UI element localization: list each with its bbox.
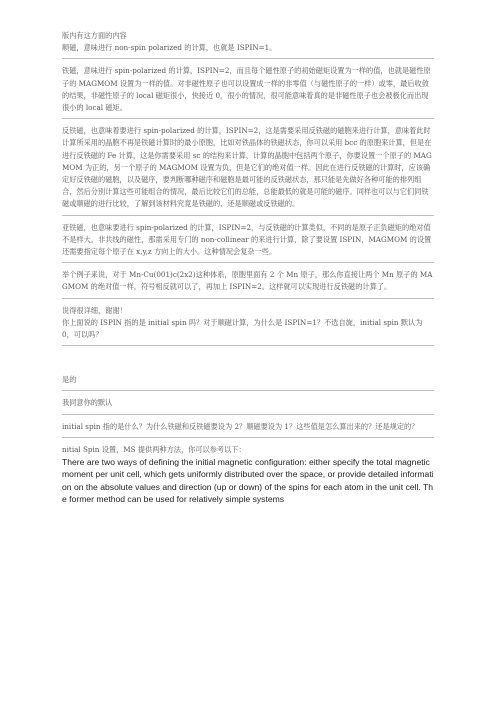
paragraph-agree: 我同意你的默认: [62, 398, 113, 408]
divider: [62, 390, 434, 391]
paragraph-paramagnetic: 顺磁，意味进行 non-spin polarized 的计算，也就是 ISPIN=1。: [62, 43, 277, 53]
divider: [62, 262, 434, 263]
divider: [62, 118, 434, 119]
document-body: [62, 30, 434, 506]
paragraph-question-ispin: 你上面说的 ISPIN 指的是 initial spin 吗？对于顺磁计算，为什么是 ISPIN=1？不选自旋，initial spin 默认为 0，可以吗？: [62, 317, 423, 340]
paragraph-thanks: 说得很详细，谢谢！: [62, 305, 127, 315]
divider: [62, 414, 434, 415]
paragraph-ms-methods: nitial Spin 设置，MS 提供两种方法，你可以参考以下：: [62, 444, 246, 454]
paragraph-intro: 版内有这方面的内容: [62, 31, 127, 40]
paragraph-english-quote: There are two ways of defining the initial magnetic configuration: either specify the total magnetic moment per unit cell, which gets uniformly distributed over the space, or provide detailed information on the absolute values and direction (up or down) of the spins for each atom in the unit cell. The former method can be used for relatively simple systems: [62, 457, 434, 505]
paragraph-question-initial-spin: initial spin 指的是什么？为什么铁磁和反铁磁要设为 2？顺磁要设为 1？这些值是怎么算出来的？还是规定的？: [62, 421, 419, 431]
paragraph-ferromagnetic: 铁磁，意味进行 spin-polarized 的计算，ISPIN=2，而且每个磁性原子的初始磁矩设置为一样的值，也就是磁性原子的 MAGMOM 设置为一样的值。对非磁性原子也可以设置成一样的非零值（与磁性原子的一样）或零，最后收敛的结果，非磁性原子的 local 磁矩很小，快接近 0，很小的情况，很可能意味着真的是非磁性原子也会被极化而出现很小的 local 磁矩。: [62, 66, 431, 113]
paragraph-ferrimagnetic: 亚铁磁，也意味要进行 spin-polarized 的计算，ISPIN=2，与反铁磁的计算类似，不同的是原子正负磁矩的绝对值不是样大。非共线的磁性，那需采用专门的 non-collinear 的来进行计算，除了要设置 ISPIN，MAGMOM 的设置还需要指定每个原子在 x,y,z 方向上的大小。这种情况会复杂一些。: [62, 222, 432, 257]
divider: [62, 58, 434, 59]
paragraph-answer-yes: 是的: [62, 375, 77, 385]
divider: [62, 215, 434, 216]
divider: [62, 437, 434, 438]
paragraph-example: 举个例子来说，对于 Mn-Cu(001)c(2x2)这种体系，原胞里面有 2 个 Mn 原子，那么你直接让两个 Mn 原子的 MAGMOM 的绝对值一样，符号相反就可以了，再加上 ISPIN=2。这样就可以实现进行反铁磁的计算了。: [62, 270, 433, 292]
divider: [62, 345, 434, 346]
divider: [62, 298, 434, 299]
paragraph-antiferromagnetic: 反铁磁，也意味着要进行 spin-polarized 的计算，ISPIN=2，这是需要采用反铁磁的磁胞来进行计算，意味着此时计算所采用的晶胞不再是铁磁计算时的最小原胞，比如对铁晶体的铁磁状态，你可以采用 bcc 的原胞来计算，但是在进行反铁磁的 Fe 计算，这是你需要采用 sc 的结构来计算，计算的晶胞中包括两个原子，你要设置一个原子的 MAGMOM 为正的，另一个原子的 MAGMOM 设置为负，但是它们的绝对值一样。因此在进行反铁磁的计算时，应该确定好反铁磁的磁胞，以及磁序，要判断哪种磁序和磁胞是最可能的反铁磁状态，那只能是先做好各种可能的排列组合，然后分别计算这些可能组合的情况，最后比较它们的总能，总能最低的就是可能的磁序。同样也可以与它们同铁磁或顺磁的进行比较，了解到该材料究竟是铁磁的、还是顺磁或反铁磁的。: [62, 126, 432, 209]
